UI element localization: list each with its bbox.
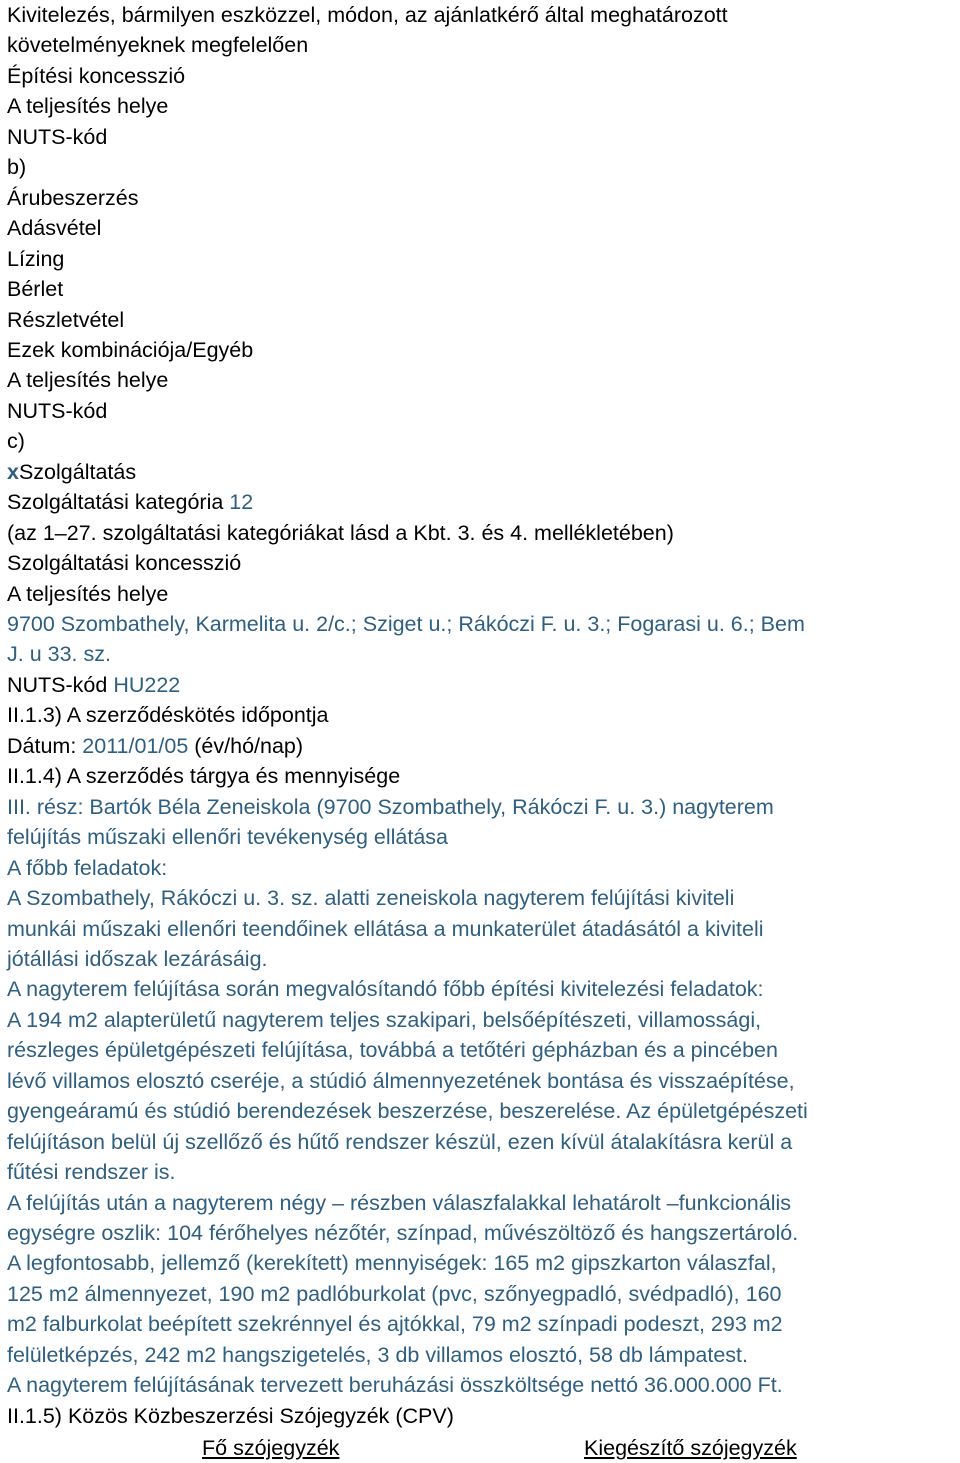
document-line xyxy=(7,1066,956,1096)
filled-value: fűtési rendszer is. xyxy=(7,1160,176,1185)
document-line xyxy=(7,335,956,365)
document-line xyxy=(7,579,956,609)
document-line xyxy=(7,1157,956,1187)
filled-value: J. u 33. sz. xyxy=(7,642,111,667)
filled-value: 9700 Szombathely, Karmelita u. 2/c.; Sziget u.; Rákóczi F. u. 3.; Fogarasi u. 6.; Bem xyxy=(7,612,805,636)
filled-value: III. rész: Bartók Béla Zeneiskola (9700 Szombathely, Rákóczi F. u. 3.) nagyterem xyxy=(7,794,774,819)
document-line xyxy=(7,396,956,426)
filled-value: A főbb feladatok: xyxy=(7,855,168,880)
line-text: A teljesítés helye xyxy=(7,94,169,119)
document-line xyxy=(7,0,956,30)
line-text: Szolgáltatás xyxy=(18,459,137,484)
line-text: Bérlet xyxy=(7,277,64,302)
line-text: II.1.3) A szerződéskötés időpontja xyxy=(7,703,329,728)
filled-value: A felújítás után a nagyterem négy – részben válaszfalakkal lehatárolt –funkcionális xyxy=(7,1190,792,1215)
filled-value: m2 falburkolat beépített szekrénnyel és ajtókkal, 79 m2 színpadi podeszt, 293 m2 xyxy=(7,1312,783,1337)
document-line xyxy=(7,1005,956,1035)
document-line xyxy=(7,944,956,974)
document-line xyxy=(7,914,956,944)
filled-value: HU222 xyxy=(113,672,181,697)
document-line xyxy=(7,1035,956,1065)
line-text: A teljesítés helye xyxy=(7,368,169,393)
document-line xyxy=(7,883,956,913)
document-line xyxy=(7,761,956,791)
filled-value: A Szombathely, Rákóczi u. 3. sz. alatti zeneiskola nagyterem felújítási kiviteli xyxy=(7,886,735,911)
filled-value: gyengeáramú és stúdió berendezések beszerzése, beszerelése. Az épületgépészeti xyxy=(7,1099,808,1124)
document-line xyxy=(7,122,956,152)
filled-value: A 194 m2 alapterületű nagyterem teljes szakipari, belsőépítészeti, villamossági, xyxy=(7,1007,762,1032)
filled-value: 125 m2 álmennyezet, 190 m2 padlóburkolat (pvc, szőnyegpadló, svédpadló), 160 xyxy=(7,1281,782,1306)
line-text: Építési koncesszió xyxy=(7,63,186,88)
document-line xyxy=(7,792,956,822)
document-line xyxy=(7,91,956,121)
filled-value: 12 xyxy=(229,490,254,515)
filled-value: munkái műszaki ellenőri teendőinek ellátása a munkaterület átadásától a kiviteli xyxy=(7,916,764,941)
document-line xyxy=(7,152,956,182)
filled-value: felújításon belül új szellőző és hűtő rendszer készül, ezen kívül átalakításra kerül a xyxy=(7,1129,793,1154)
line-text: Dátum: xyxy=(7,733,83,758)
line-text: b) xyxy=(7,155,27,180)
document-line xyxy=(7,30,956,60)
document-line xyxy=(7,487,956,517)
line-text: Kivitelezés, bármilyen eszközzel, módon, az ajánlatkérő által meghatározott xyxy=(7,3,728,27)
supplementary-vocabulary-link[interactable]: Kiegészítő szójegyzék xyxy=(584,1436,797,1460)
document-line xyxy=(7,61,956,91)
filled-value: felújítás műszaki ellenőri tevékenység ellátása xyxy=(7,825,448,850)
filled-value: A legfontosabb, jellemző (kerekített) mennyiségek: 165 m2 gipszkarton válaszfal, xyxy=(7,1251,777,1276)
line-text: NUTS-kód xyxy=(7,672,114,697)
document-line xyxy=(7,457,956,487)
filled-value: jótállási időszak lezárásáig. xyxy=(7,946,268,971)
document-line xyxy=(7,1096,956,1126)
line-text: Részletvétel xyxy=(7,307,125,332)
document-line xyxy=(7,731,956,761)
document-line xyxy=(7,1401,956,1431)
document-line xyxy=(7,1218,956,1248)
document-line xyxy=(7,1279,956,1309)
filled-value: A nagyterem felújításának tervezett beruházási összköltsége nettó 36.000.000 Ft. xyxy=(7,1373,783,1398)
document-line xyxy=(7,974,956,1004)
document-line xyxy=(7,1340,956,1370)
document-line xyxy=(7,518,956,548)
document-line xyxy=(7,1370,956,1400)
line-text: Adásvétel xyxy=(7,216,102,241)
document-line xyxy=(7,365,956,395)
filled-value: lévő villamos elosztó cseréje, a stúdió álmennyezetének bontása és visszaépítése, xyxy=(7,1068,795,1093)
filled-value: felületképzés, 242 m2 hangszigetelés, 3 db villamos elosztó, 58 db lámpatest. xyxy=(7,1342,748,1367)
line-text: A teljesítés helye xyxy=(7,581,169,606)
line-text: Lízing xyxy=(7,246,65,271)
document-line xyxy=(7,183,956,213)
document-line xyxy=(7,1309,956,1339)
document-line xyxy=(7,274,956,304)
filled-value: részleges épületgépészeti felújítása, továbbá a tetőtéri gépházban és a pincében xyxy=(7,1038,778,1063)
filled-value: A nagyterem felújítása során megvalósítandó főbb építési kivitelezési feladatok: xyxy=(7,977,764,1002)
line-text: Szolgáltatási koncesszió xyxy=(7,551,242,576)
filled-value: egységre oszlik: 104 férőhelyes nézőtér, színpad, művészöltöző és hangszertároló. xyxy=(7,1221,799,1245)
line-text: Szolgáltatási kategória xyxy=(7,490,230,515)
document-line xyxy=(7,244,956,274)
line-text: (év/hó/nap) xyxy=(188,733,304,758)
document-line xyxy=(7,548,956,578)
document-line xyxy=(7,670,956,700)
line-text: II.1.5) Közös Közbeszerzési Szójegyzék (CPV) xyxy=(7,1403,454,1428)
main-vocabulary-link[interactable]: Fő szójegyzék xyxy=(202,1436,340,1460)
line-text: (az 1–27. szolgáltatási kategóriákat lásd a Kbt. 3. és 4. mellékletében) xyxy=(7,520,674,545)
line-text: c) xyxy=(7,429,25,454)
document-line xyxy=(7,213,956,243)
document-line xyxy=(7,700,956,730)
document-line xyxy=(7,1248,956,1278)
checkbox-mark: x xyxy=(7,459,19,484)
line-text: követelményeknek megfelelően xyxy=(7,33,309,58)
document-line xyxy=(7,639,956,669)
document-line xyxy=(7,1188,956,1218)
line-text: NUTS-kód xyxy=(7,124,108,149)
document-line xyxy=(7,609,956,639)
document-line xyxy=(7,822,956,852)
filled-value: 2011/01/05 xyxy=(82,733,189,758)
document-line xyxy=(7,305,956,335)
line-text: Ezek kombinációja/Egyéb xyxy=(7,337,254,362)
document-line xyxy=(7,1127,956,1157)
line-text: NUTS-kód xyxy=(7,398,108,423)
document-line xyxy=(7,426,956,456)
line-text: Árubeszerzés xyxy=(7,185,139,210)
document-line xyxy=(7,853,956,883)
line-text: II.1.4) A szerződés tárgya és mennyisége xyxy=(7,764,401,789)
